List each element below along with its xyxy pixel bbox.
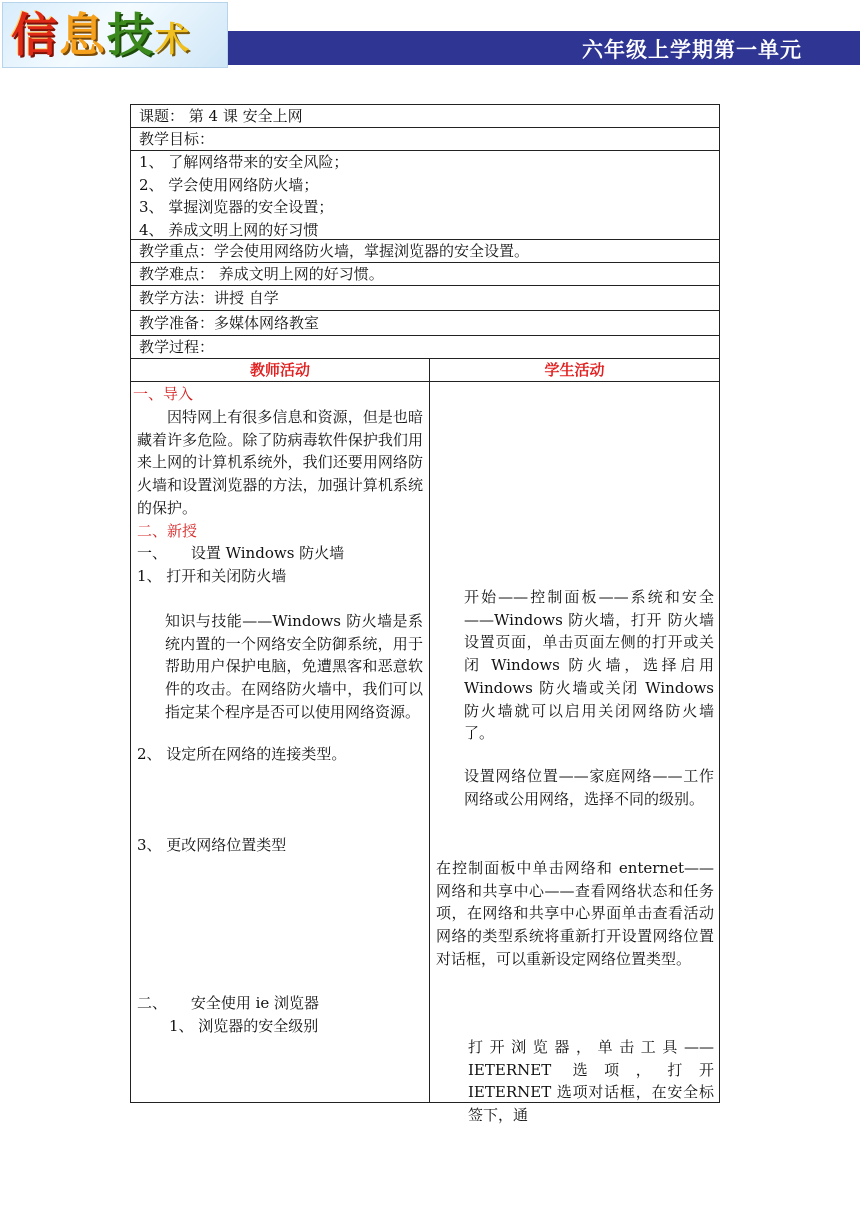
logo-char-2: 息 [59, 8, 107, 62]
activity-body [130, 382, 720, 1125]
goals-label-row: 教学目标： [130, 128, 720, 151]
goal-item: 2、 学会使用网络防火墙； [139, 175, 319, 194]
teacher-column-header: 教师活动 [131, 359, 430, 381]
goal-item: 1、 了解网络带来的安全风险； [139, 153, 349, 171]
intro-text: 因特网上有很多信息和资源，但是也暗藏着许多危险。除了防病毒软件保护我们用来上网的计算机系统外，我们还要用网络防火墙和设置浏览器的方法，加强计算机系统的保护。 [137, 408, 423, 517]
section-ie-browser: 二、 安全使用 ie 浏览器 [137, 994, 320, 1012]
topic-row: 课题： 第 4 课 安全上网 [130, 104, 720, 128]
logo [2, 2, 228, 68]
goal-item: 4、 养成文明上网的好习惯 [139, 220, 319, 239]
new-heading: 二、新授 [137, 522, 198, 540]
key-points-row: 教学重点：学会使用网络防火墙，掌握浏览器的安全设置。 [130, 240, 720, 263]
logo-char-3: 技 [107, 8, 155, 62]
item-security-level: 1、 浏览器的安全级别 [169, 1017, 319, 1035]
section-firewall: 一、 设置 Windows 防火墙 [137, 544, 345, 562]
student-column-header: 学生活动 [544, 361, 605, 379]
intro-heading: 一、导入 [133, 385, 194, 403]
lesson-table [130, 104, 720, 1125]
item-open-close-firewall: 1、 打开和关闭防火墙 [137, 567, 287, 585]
goal-item: 3、 掌握浏览器的安全设置； [139, 198, 334, 216]
item-change-location: 3、 更改网络位置类型 [137, 836, 287, 854]
logo-text [11, 7, 191, 68]
page-header [0, 0, 860, 68]
student-activity-cell [430, 382, 719, 1125]
teacher-activity-cell [131, 382, 430, 1102]
activity-header-row [130, 359, 720, 382]
student-step-browser: 打开浏览器，单击工具——IETERNET 选项，打开 IETERNET 选项对话框，在安全标签下，通 [468, 1038, 714, 1125]
goals-row [130, 151, 720, 240]
item-network-type: 2、 设定所在网络的连接类型。 [137, 745, 347, 763]
knowledge-text: 知识与技能——Windows 防火墙是系统内置的一个网络安全防御系统，用于帮助用户保护电脑，免遭黑客和恶意软件的攻击。在网络防火墙中，我们可以指定某个程序是否可以使用网络资源。 [165, 612, 423, 721]
difficulty-row: 教学难点： 养成文明上网的好习惯。 [130, 263, 720, 286]
student-step-firewall: 开始——控制面板——系统和安全——Windows 防火墙，打开 防火墙设置页面，单击页面左侧的打开或关闭 Windows 防火墙，选择启用 Windows 防火墙或关闭 Windows 防火墙就可以启用关闭网络防火墙了。 [464, 588, 714, 743]
preparation-row: 教学准备：多媒体网络教室 [130, 311, 720, 336]
logo-char-4: 术 [155, 20, 191, 60]
header-bar [228, 31, 860, 65]
process-label-row: 教学过程： [130, 336, 720, 359]
student-step-change-location: 在控制面板中单击网络和 enternet——网络和共享中心——查看网络状态和任务项，在网络和共享中心界面单击查看活动网络的类型系统将重新打开设置网络位置对话框，可以重新设定网络位置类型。 [436, 859, 714, 968]
logo-char-1: 信 [11, 8, 59, 62]
method-row: 教学方法：讲授 自学 [130, 286, 720, 311]
student-step-network-location: 设置网络位置——家庭网络——工作网络或公用网络，选择不同的级别。 [464, 767, 714, 808]
unit-title: 六年级上学期第一单元 [582, 38, 802, 62]
